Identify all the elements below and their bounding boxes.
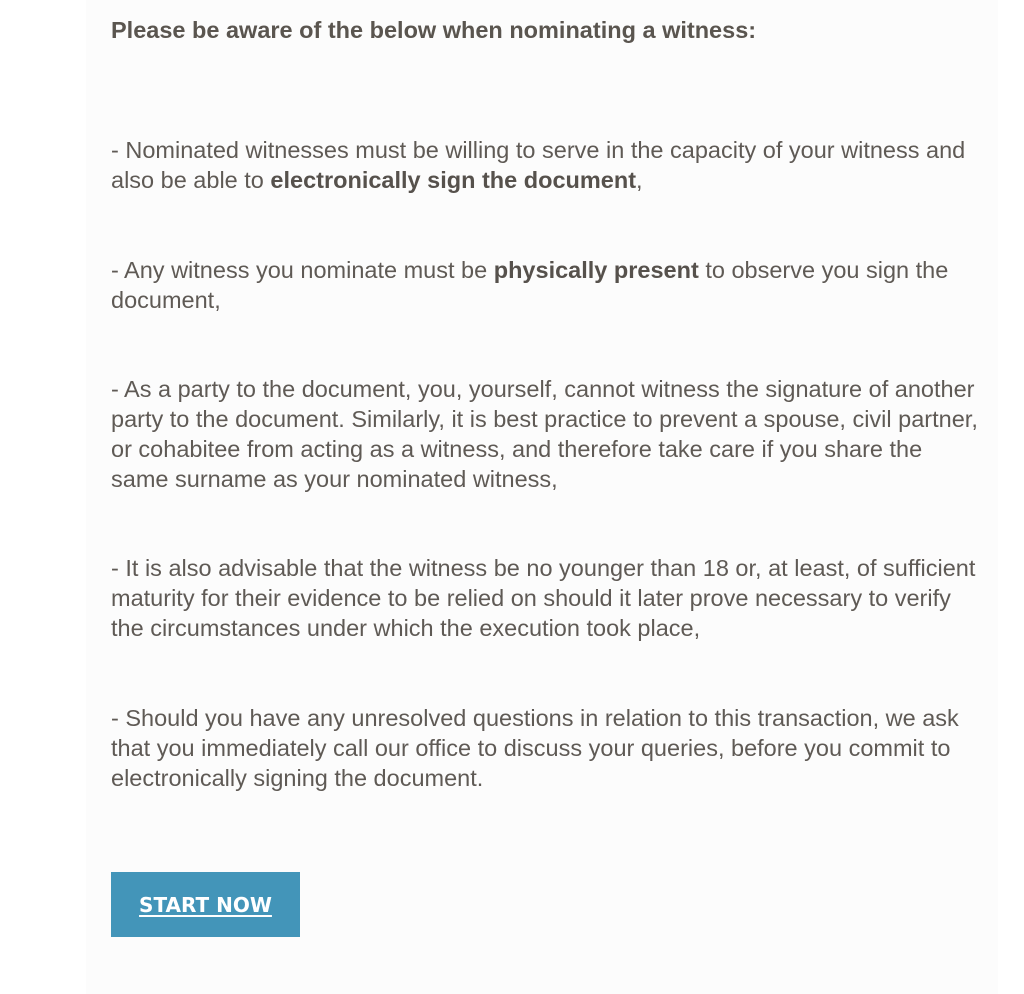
notice-item-emphasis: physically present <box>493 257 699 283</box>
notice-heading: Please be aware of the below when nominating a witness: <box>111 17 757 43</box>
notice-item-text: - Nominated witnesses must be willing to serve in the capacity of your witness and also be able to <box>111 137 966 193</box>
notice-item-willing-to-sign <box>111 135 981 195</box>
notice-item-text: to observe you sign the document, <box>111 257 949 313</box>
notice-item-text: , <box>636 167 643 193</box>
notice-item-unresolved-questions: - Should you have any unresolved questions in relation to this transaction, we ask that you immediately call our office to discuss your queries, before you commit to electronically signing the document. <box>111 705 959 791</box>
notice-item-party-restriction: - As a party to the document, you, yourself, cannot witness the signature of another party to the document. Similarly, it is best practice to prevent a spouse, civil partner, or cohabitee from acting as a witness, and therefore take care if you share the same surname as your nominated witness, <box>111 376 978 492</box>
notice-item-physically-present <box>111 255 981 315</box>
notice-item-emphasis: electronically sign the document <box>270 167 637 193</box>
notice-item-age-advice: - It is also advisable that the witness be no younger than 18 or, at least, of sufficient maturity for their evidence to be relied on should it later prove necessary to verify the circumstances under which the execution took place, <box>111 555 976 641</box>
notice-item-text: - Any witness you nominate must be <box>111 257 494 283</box>
start-now-button[interactable]: START NOW <box>111 872 300 937</box>
